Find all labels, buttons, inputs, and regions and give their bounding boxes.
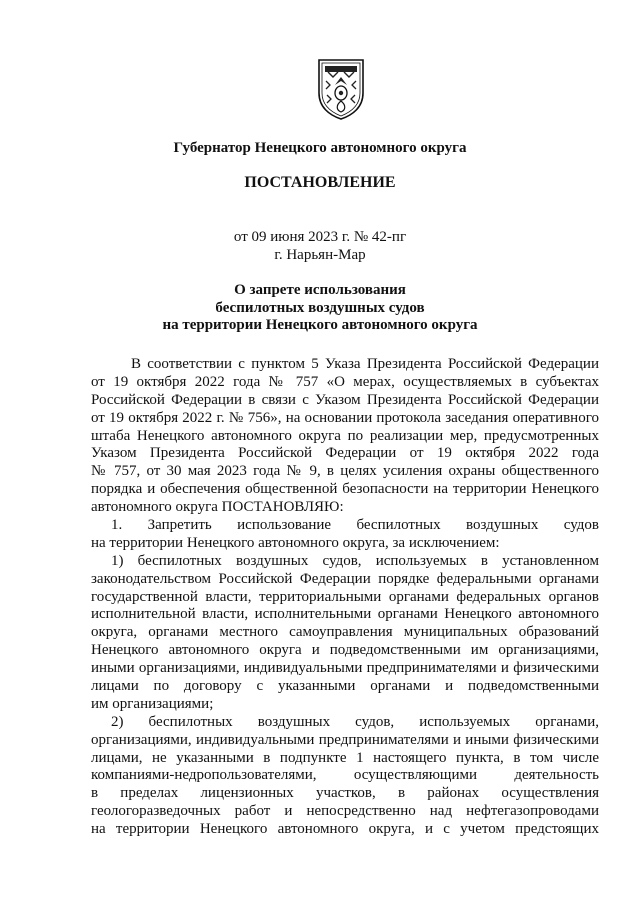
coat-of-arms-icon	[315, 57, 367, 121]
body-line: автономного округа ПОСТАНОВЛЯЮ:	[91, 499, 344, 516]
body-line: 1. Запретить использование беспилотных воздушных судов	[111, 517, 599, 534]
body-line: порядка и обеспечения общественной безопасности на территории Ненецкого	[91, 481, 599, 498]
body-line: 1) беспилотных воздушных судов, используемых в установленном	[111, 552, 599, 569]
body-line: округа, органами местного самоуправления муниципальных образований	[91, 624, 599, 641]
body-line: от 19 октября 2022 года № 757 «О мерах, осуществляемых в субъектах	[91, 373, 599, 390]
body-line: В соответствии с пунктом 5 Указа Президента Российской Федерации	[131, 356, 599, 372]
body-line: 2) беспилотных воздушных судов, используемых органами,	[111, 713, 599, 730]
body-line: иными организациями, индивидуальными предпринимателями и физическими	[91, 660, 599, 677]
body-line: им организациями;	[91, 695, 214, 712]
document-title-line-2: беспилотных воздушных судов	[215, 300, 425, 316]
document-body	[91, 356, 599, 839]
body-line: исполнительной власти, исполнительными органами Ненецкого автономного	[91, 606, 599, 623]
body-line: организациями, индивидуальными предпринимателями и иными физическими	[91, 731, 599, 748]
body-line: геологоразведочных работ и непосредственно над нефтегазопроводами	[91, 803, 599, 820]
document-title-line-3: на территории Ненецкого автономного округа	[162, 317, 478, 333]
document-place: г. Нарьян-Мар	[274, 247, 366, 263]
body-line: Российской Федерации в связи с Указом Президента Российской Федерации	[91, 391, 599, 408]
body-line: на территории Ненецкого автономного округа, за исключением:	[91, 534, 500, 551]
body-line: в пределах лицензионных участков, в районах осуществления	[91, 785, 599, 802]
body-line: государственной власти, территориальными органами федеральных органов	[91, 588, 599, 605]
issuer-title: Губернатор Ненецкого автономного округа	[173, 140, 467, 156]
body-line: законодательством Российской Федерации порядке федеральными органами	[91, 570, 599, 587]
body-line: лицами по договору с указанными органами и подведомственными	[91, 678, 599, 695]
body-line: № 757, от 30 мая 2023 года № 9, в целях усиления охраны общественного	[91, 463, 599, 480]
body-line: лицами, не указанными в подпункте 1 настоящего пункта, в том числе	[91, 749, 599, 766]
document-date-number: от 09 июня 2023 г. № 42-пг	[233, 229, 407, 245]
document-title-line-1: О запрете использования	[234, 282, 406, 298]
body-line: штаба Ненецкого автономного округа по реализации мер, предусмотренных	[91, 427, 599, 444]
body-line: от 19 октября 2022 г. № 756», на основании протокола заседания оперативного	[91, 409, 599, 426]
document-type: ПОСТАНОВЛЕНИЕ	[244, 174, 396, 191]
body-line: Ненецкого автономного округа и подведомственными им организациями,	[91, 642, 599, 659]
body-line: на территории Ненецкого автономного округа, и с учетом предстоящих	[91, 821, 599, 838]
body-line: Указом Президента Российской Федерации от 19 октября 2022 года	[91, 445, 599, 462]
body-line: компаниями-недропользователями, осуществляющими деятельность	[91, 767, 599, 784]
